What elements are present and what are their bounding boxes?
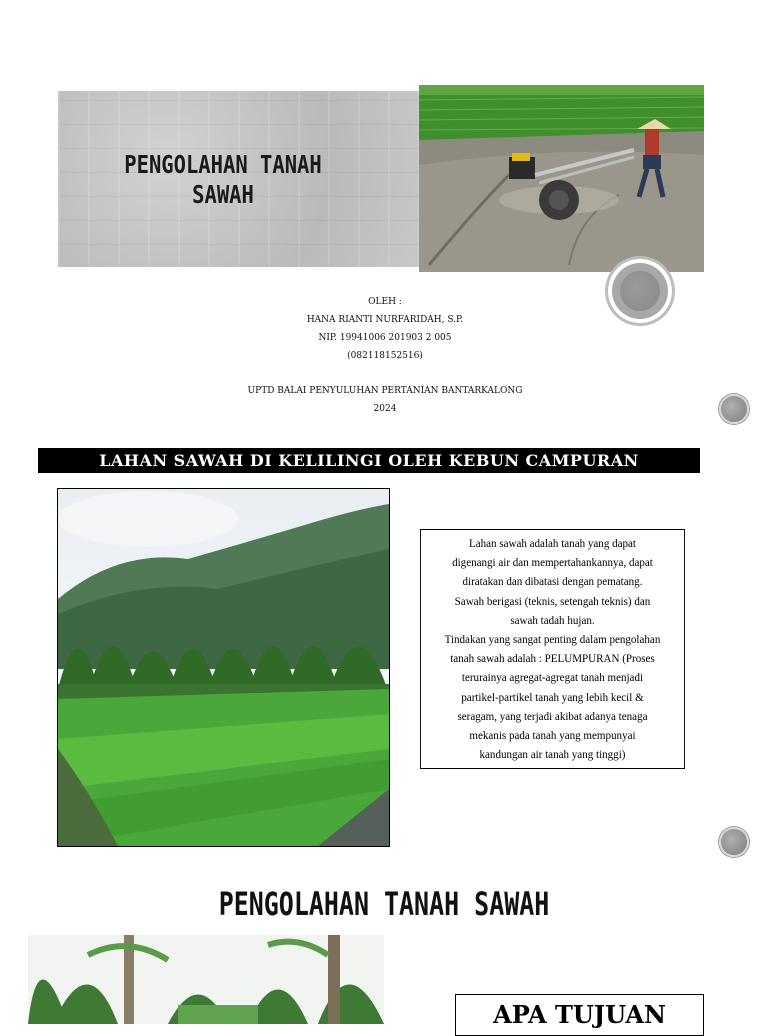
rice-field-photo [57,488,390,847]
credits-nip: NIP. 19941006 201903 2 005 [318,333,452,343]
body-line: diratakan dan dibatasi dengan pematang. [462,574,643,589]
body-line: mekanis pada tanah yang mempunyai [469,728,636,743]
slide-nav-dot-icon [719,827,749,857]
slide-ring-inner [620,271,660,311]
banner-rule-bottom [58,267,419,269]
body-line: terurainya agregat-agregat tanah menjadi [461,670,644,685]
credits-year: 2024 [373,404,397,414]
body-line: Sawah berigasi (teknis, setengah teknis) dan [454,593,651,608]
body-line: tanah sawah adalah : PELUMPURAN (Proses [450,651,655,666]
slide1-title-line1: PENGOLAHAN TANAH [124,150,322,179]
body-line: digenangi air dan mempertahankannya, dapat [452,555,653,570]
banner-rule-top [58,89,419,91]
tractor-field-photo [419,85,704,272]
slide-nav-dot-icon [719,394,749,424]
mixed-garden-photo [28,935,384,1024]
credits-block [200,293,570,418]
credits-by-label: OLEH : [368,297,402,307]
body-line: Tindakan yang sangat penting dalam pengolahan [444,632,661,647]
body-line: sawah tadah hujan. [510,612,595,627]
credits-author: HANA RIANTI NURFARIDAH, S.P. [306,315,464,325]
slide1-title [112,150,333,210]
slide3-question-box: APA TUJUAN [455,994,704,1036]
slide2-header: LAHAN SAWAH DI KELILINGI OLEH KEBUN CAMPURAN [38,448,700,473]
body-line: kandungan air tanah yang tinggi) [479,747,626,762]
credits-phone: (082118152516) [347,351,423,361]
body-line: partikel-partikel tanah yang lebih kecil & [461,689,644,704]
slide1-title-line2: SAWAH [192,180,254,209]
body-line: Lahan sawah adalah tanah yang dapat [468,536,637,550]
slide3-title: PENGOLAHAN TANAH SAWAH [218,885,550,923]
body-line: seragam, yang terjadi akibat adanya tenaga [457,708,648,723]
slide2-description-box [420,529,685,769]
credits-institution: UPTD BALAI PENYULUHAN PERTANIAN BANTARKALONG [247,386,523,396]
